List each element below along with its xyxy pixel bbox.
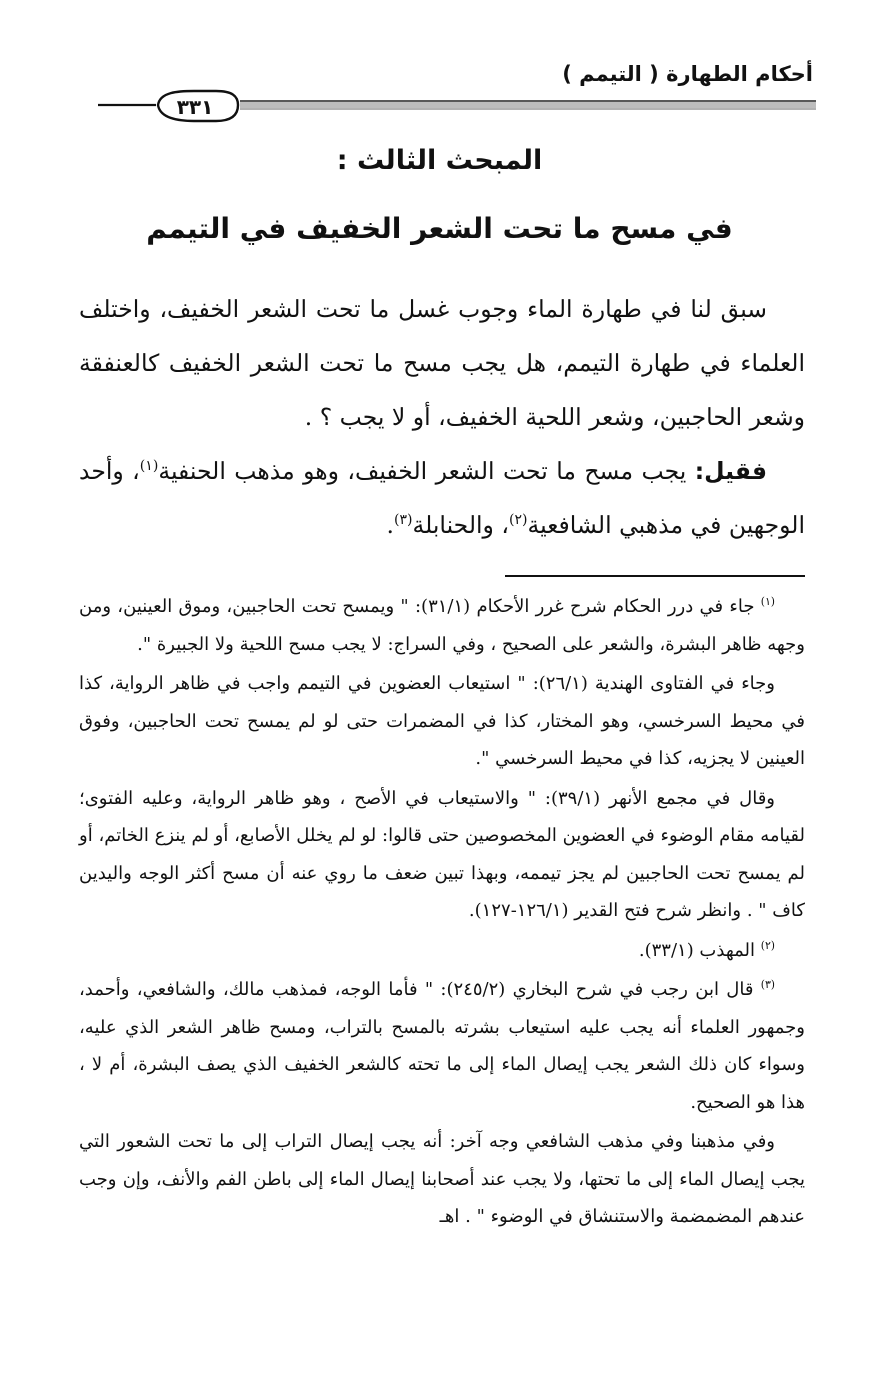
body-paragraph-1: سبق لنا في طهارة الماء وجوب غسل ما تحت الشعر الخفيف، واختلف العلماء في طهارة التيمم، هل يجب مسح ما تحت الشعر الخفيف كالعنفقة وشعر الحاجبين، وشعر اللحية الخفيف، أو لا يجب ؟ .	[79, 295, 805, 431]
body-text-run: يجب مسح ما تحت الشعر الخفيف، وهو مذهب الحنفية	[158, 457, 695, 485]
body-text-run: ، وأحد الوجهين في مذهبي الشافعية	[79, 457, 805, 539]
footnote-ref-1[interactable]: (١)	[139, 458, 159, 475]
paragraph-lead-word: فقيل:	[694, 457, 768, 485]
footnote-1-continued: وقال في مجمع الأنهر (٣٩/١): " والاستيعاب في الأصح ، وهو ظاهر الرواية، وعليه الفتوى؛ لقيامه مقام الوضوء في العضوين المخصوصين حتى قالوا: لو لم يخلل الأصابع، أو لم ينزع الخاتم، أو لم يمسح تحت الحاجبين لم يجز تيممه، وبهذا تبين ضعف ما روي عنه أن مسح أكثر الوجه واليدين كاف " . وانظر شرح فتح القدير (١٢٦/١-١٢٧).	[79, 787, 805, 921]
footnote-2-text: المهذب (٣٣/١).	[638, 939, 761, 961]
footnotes	[79, 588, 805, 1238]
page-number: ٣٣١	[176, 95, 214, 119]
footnote-ref-3[interactable]: (٣)	[393, 512, 413, 529]
footnote-2	[79, 932, 805, 970]
footnote-3-continued: وفي مذهبنا وفي مذهب الشافعي وجه آخر: أنه يجب إيصال التراب إلى ما تحت الشعور التي يجب إيصال الماء إلى ما تحتها، ولا يجب عند أصحابنا إيصال الماء إلى باطن الفم والأنف، وإن وجب عندهم المضمضمة والاستنشاق في الوضوء " . اهـ	[79, 1131, 805, 1227]
header-rule-stipple	[240, 102, 816, 108]
running-header-title: أحكام الطهارة ( التيمم )	[562, 62, 813, 86]
footnote-3-marker: (٣)	[760, 978, 775, 991]
body-text	[79, 282, 805, 552]
footnote-ref-2[interactable]: (٢)	[508, 512, 528, 529]
section-title: في مسح ما تحت الشعر الخفيف في التيمم	[146, 212, 733, 245]
footnote-3-text: قال ابن رجب في شرح البخاري (٢٤٥/٢): " فأما الوجه، فمذهب مالك، والشافعي، وأحمد، وجمهور العلماء أنه يجب عليه استيعاب بشرته بالمسح بالتراب، ومسح ظاهر الشعر الذي عليه، وسواء كان ذلك الشعر يجب إيصال الماء إلى ما تحته كالشعر الخفيف الذي يصف البشرة، أم لا ، هذا هو الصحيح.	[79, 979, 805, 1113]
section-label: المبحث الثالث :	[336, 145, 543, 176]
footnote-1	[79, 588, 805, 663]
footnote-separator	[505, 575, 805, 577]
footnote-1-text: جاء في درر الحكام شرح غرر الأحكام (٣١/١): " ويمسح تحت الحاجبين، وموق العينين، ومن وجهه ظاهر البشرة، والشعر على الصحيح ، وفي السراج: لا يجب مسح اللحية ولا الجبيرة ".	[79, 596, 805, 655]
body-text-run: .	[386, 511, 394, 539]
body-text-run: ، والحنابلة	[412, 511, 509, 539]
footnote-1-continued: وجاء في الفتاوى الهندية (٢٦/١): " استيعاب العضوين في التيمم واجب في ظاهر الرواية، كذا في محيط السرخسي، وهو المختار، كذا في المضمرات حتى لو لم يمسح تحت الحاجبين، وفوق العينين لا يجزيه، كذا في محيط السرخسي ".	[79, 673, 805, 769]
footnote-3	[79, 971, 805, 1121]
footnote-2-marker: (٢)	[760, 938, 775, 952]
footnote-1-marker: (١)	[760, 595, 776, 608]
body-paragraph-2	[79, 444, 805, 552]
